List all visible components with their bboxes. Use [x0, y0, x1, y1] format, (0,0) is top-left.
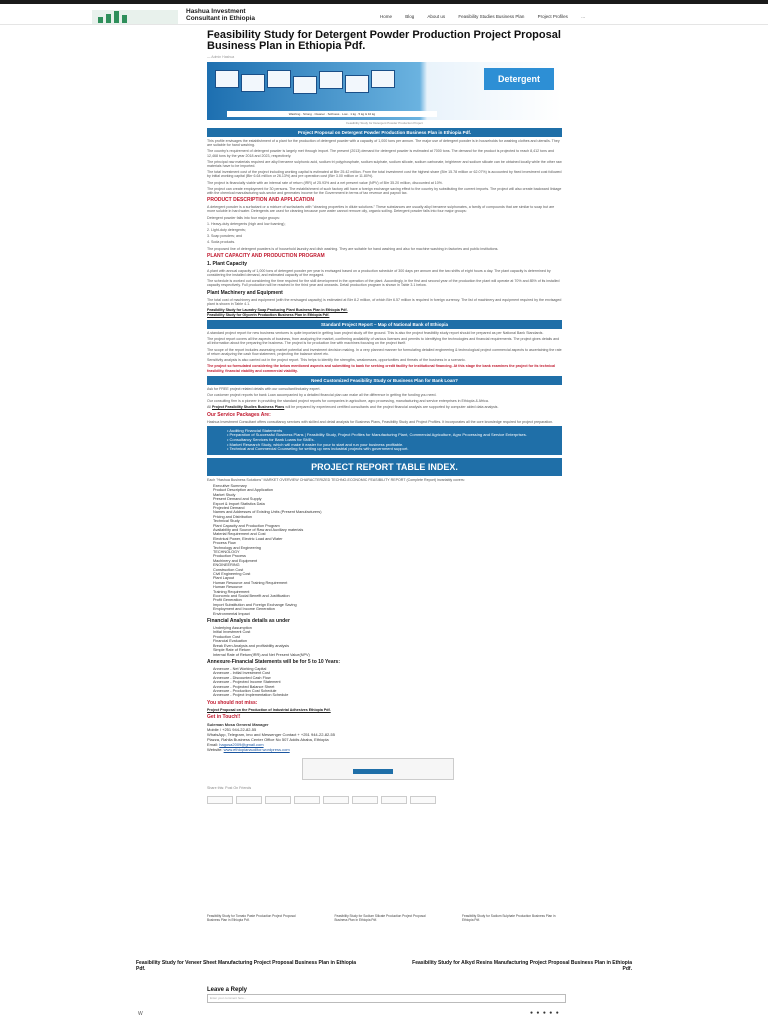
standard-para: The project report covers all the aspects of business, from analyzing the market, confirming availability of various licenses and permits to identifying the technologies and financial requirements. The project gives details and all information about the preparing the business. The project is for production line with machines focusing on the project itself.	[207, 337, 560, 346]
financial-list	[207, 626, 562, 657]
financial-item: Internal Rate of Return(IRR) and Net Present Value(NPV)	[213, 652, 310, 657]
index-item: TECHNOLOGY	[213, 549, 240, 554]
wordpress-icon[interactable]: W	[138, 1011, 143, 1017]
miss-link[interactable]: Project Proposal on the Production of Industrial Adhesives Ethiopia Pdf.	[207, 707, 331, 712]
post-title: Feasibility Study for Detergent Powder Production Project Proposal Business Plan in Ethiopia Pdf.	[207, 29, 561, 52]
index-item: Pricing and Distribution	[213, 514, 253, 519]
section-machinery: Plant Machinery and Equipment	[207, 289, 283, 296]
financial-item: Initial Investment Cost	[213, 630, 251, 635]
footer-social-icons	[530, 1010, 560, 1016]
section-services: Our Service Packages Are:	[207, 411, 271, 418]
related-link-glycerin[interactable]: Feasibility Study for Glycerin Production Business Plan in Ethiopia Pdf.	[207, 313, 330, 318]
hero-strip: Washing · Strong · Cleaner · Softness · Low · 1 kg · 5 kg & 10 kg	[227, 111, 437, 117]
hero-caption: Feasibility Study for Detergent Powder Production Project	[346, 121, 423, 125]
index-item: Technical Study	[213, 519, 240, 524]
machinery-para: The total cost of machinery and equipment (with the envisaged capacity) is estimated at Birr 8.2 million, of which Birr 6.57 million is required in foreign currency. The list of machinery and equipment required by the envisaged plant is shown in Table 4.1.	[207, 297, 562, 306]
intro-para: The project can create employment for 30 persons. The establishment of such factory will have a foreign exchange saving effect to the country by substituting the current imports. The project will also create backward linkage with the chemical manufacturing sub-sector and generates income for the Government in terms of tax revenue and payroll tax.	[207, 186, 562, 196]
index-item: Projected Demand	[213, 505, 245, 510]
share-whatsapp-button[interactable]	[323, 796, 349, 804]
intro-para: The principal raw materials required are alkyl benzene sulphonic acid, sodium tri polyphosphate, sodium sulphate, sodium silicate, sodium carbonate, brightener and sodium silicate can be obtained locally while the other raw materials have to be imported.	[207, 159, 562, 169]
site-header	[0, 4, 768, 25]
share-label: Share this: Post On Friends	[207, 785, 252, 790]
index-list	[207, 484, 562, 616]
hero-image	[207, 62, 562, 120]
twitter-icon[interactable]: ●	[536, 1010, 541, 1016]
post-byline[interactable]: — Admin Hashua	[207, 55, 235, 59]
article	[207, 30, 562, 804]
subscribe-box	[302, 758, 454, 780]
product-list-item: 3. Soap powders; and	[207, 234, 242, 239]
service-item: • Technical and Commercial Counseling for setting up new industrial projects with government support.	[227, 447, 542, 452]
contact-name: Suleman Mosa General Manager	[207, 721, 269, 727]
index-item: Names and Addresses of Existing Units (Present Manufacturers)	[213, 510, 322, 515]
index-item: Plant Capacity and Production Program	[213, 523, 280, 528]
banner-table-index: PROJECT REPORT TABLE INDEX.	[207, 458, 562, 476]
standard-para: The scope of the report includes assessing market potential and investment decision making. In a very planned manner for formulating detailed engineering & technological project commercial aspects to ascertaining the rate of return analyzing the cash flow statement, projecting the balance sheet etc.	[207, 347, 562, 356]
youtube-icon[interactable]: ●	[555, 1010, 560, 1016]
share-print-button[interactable]	[381, 796, 407, 804]
instagram-icon[interactable]: ●	[542, 1010, 547, 1016]
index-item: Import Substitution and Foreign Exchange Saving	[213, 602, 297, 607]
index-item: Export & Import Statistics Data	[213, 501, 265, 506]
get-in-touch: Get in Touch!!	[207, 713, 241, 720]
nav-more[interactable]: ...	[581, 14, 585, 19]
contact-email-row: Email: hagosa2009@gmail.com	[207, 741, 264, 747]
index-item: Employment and Income Generation	[213, 607, 275, 612]
index-item: Process Flow	[213, 541, 236, 546]
share-linkedin-button[interactable]	[265, 796, 291, 804]
sub-capacity: 1. Plant Capacity	[207, 260, 248, 267]
annexure-item: Annexure - Net Working Capital	[213, 666, 267, 671]
customized-para: Our consulting firm is a pioneer in providing the standard project reports for companies in agriculture, agro processing, manufacturing and service enterprises in Ethiopia & Africa.	[207, 399, 489, 404]
financial-item: Simple Rate of Return	[213, 648, 251, 653]
nav-blog[interactable]: Blog	[405, 14, 415, 19]
annexure-list	[207, 667, 562, 698]
facebook-icon[interactable]: ●	[530, 1010, 535, 1016]
share-facebook-button[interactable]	[207, 796, 233, 804]
index-item: Present Demand and Supply	[213, 497, 262, 502]
production-para: The schedule is worked out considering the time required for the skill development in the operation of the plant. Accordingly, in the first and second year of the production the plant will operate at 70% and 85% of its installed capacity respectively. Full production will be reached in the third year and onwards. Detail production program is shown in Table 3.1 below.	[207, 279, 560, 288]
banner-customized: Need Customized Feasibility Study or Business Plan for Bank Loan?	[207, 376, 562, 385]
index-item: Civil Engineering Cost	[213, 572, 251, 577]
customized-para: Ask for FREE project related details with our consultant/industry expert.	[207, 386, 321, 391]
share-telegram-button[interactable]	[236, 796, 262, 804]
comment-input[interactable]: Enter your comment here...	[207, 994, 566, 1003]
index-item: Electrical Power, Electric Load and Water	[213, 536, 283, 541]
site-title[interactable]: Hashua Investment Consultant in Ethiopia	[186, 8, 255, 22]
intro-para: The project is financially viable with an internal rate of return (IRR) of 25.93% and a net present value (NPV) of Birr 35.20 million, discounted at 10%.	[207, 180, 443, 185]
related-post[interactable]: Feasibility Study for Tomato Paste Production Project Proposal Business Plan in Ethiopia Pdf.	[207, 914, 296, 922]
index-item: Executive Summary	[213, 483, 247, 488]
hero-brand: Detergent	[484, 68, 554, 90]
services-box	[207, 426, 562, 455]
index-intro: Each "Hashua Business Solutions" MARKET OVERVIEW CHARACTERIZED TECHNO-ECONOMIC FEASIBILITY REPORT (Complete Report) invariably covers:	[207, 477, 465, 482]
index-item: Machinery and Equipment	[213, 558, 258, 563]
nav-project-profiles[interactable]: Project Profiles	[537, 14, 568, 19]
nav-feasibility[interactable]: Feasibility Studies Business Plan	[458, 14, 525, 19]
annexure-item: Annexure - Projected Balance Sheet	[213, 684, 275, 689]
index-item: Technology and Engineering	[213, 545, 261, 550]
index-item: Plant Layout	[213, 576, 235, 581]
site-logo[interactable]	[92, 10, 178, 24]
product-para: A detergent powder is a surfactant or a mixture of surfactants with "cleaning properties in dilute solutions." These substances are usually alkyl benzene sulphonates, a family of compounds that are similar to soap but are more soluble in hard water. Detergents are used for cleaning because pure water cannot remove oily, organic soiling. Detergent powder falls into four major groups:	[207, 205, 555, 214]
related-link-laundry[interactable]: Feasibility Study for Laundry Soap Producing Plant Business Plan in Ethiopia Pdf.	[207, 308, 348, 313]
next-post-link[interactable]: Feasibility Study for Alkyd Resins Manufacturing Project Proposal Business Plan in Ethiopia Pdf.	[412, 960, 632, 972]
index-item: Product Description and Application	[213, 488, 273, 493]
index-item: Training Requirement	[213, 589, 250, 594]
annexure-item: Annexure - Project Implementation Schedule	[213, 693, 289, 698]
annexure-item: Annexure - Projected Income Statement	[213, 680, 281, 685]
services-intro: Hashua Investment Consultant offers consultancy services with skilled and detail analysis for Business Plans, Feasibility Study and Project Profiles. It incorporates all the core knowledge required for project preparation.	[207, 419, 554, 424]
previous-post-link[interactable]: Feasibility Study for Veneer Sheet Manufacturing Project Proposal Business Plan in Ethiopia Pdf.	[136, 960, 357, 972]
contact-email-link[interactable]: hagosa2009@gmail.com	[219, 741, 264, 747]
share-twitter-button[interactable]	[294, 796, 320, 804]
index-item: Production Process	[213, 554, 246, 559]
annexure-item: Annexure - Production Cost Schedule	[213, 688, 277, 693]
contact-mobile: Mobile / +251 944-22-82-55	[207, 726, 257, 732]
contact-web-row: Website: www.ethiopianauditor.wordpress.com	[207, 746, 290, 752]
intro-para: The country's requirement of detergent powder is largely met through import. The present (2013) demand for detergent powder is estimated at 7000 tons. The demand for the product is projected to reach 8,412 tons and 12,468 tons by the year 2018 and 2023, respectively.	[207, 149, 554, 158]
index-item: Human Resource	[213, 585, 243, 590]
index-item: Environmental Impact	[213, 611, 250, 616]
index-item: Construction Cost	[213, 567, 244, 572]
banner-proposal: Project Proposal on Detergent Powder Production Business Plan in Ethiopia Pdf.	[207, 128, 562, 137]
studies-link[interactable]: Project Feasibility Studies Business Plans	[212, 405, 285, 410]
financial-item: Underlying Assumption	[213, 626, 252, 631]
linkedin-icon[interactable]: ●	[549, 1010, 554, 1016]
intro-para: The total investment cost of the project including working capital is estimated at Birr 25.42 million. From the total investment cost the highest share (Birr 15.78 million or 62.07%) is accounted by fixed investment cost followed by initial working capital (Birr 6.64 million or 26.13%) and pre operation cost (Birr 3.00 million or 11.80%).	[207, 170, 562, 179]
product-list-item: 4. Soda products.	[207, 240, 236, 245]
financial-item: Production Cost	[213, 634, 241, 639]
contact-address: Piazza, Rahila Business Center Office No 507 Addis Ababa, Ethiopia	[207, 736, 329, 742]
product-tail: The proposed line of detergent powders is of household laundry and dish washing. They are suitable for hand washing and also for machine washing in factories and public institutions.	[207, 246, 499, 251]
service-item: • Consultancy Services for Bank Loans for SMEs.	[227, 438, 542, 443]
studies-note: All Project Feasibility Studies Business Plans will be prepared by experienced certified consultants and the project financial analysis are supported by computer aided data analysis.	[207, 405, 499, 410]
product-list-item: 2. Light-duty detergents;	[207, 228, 246, 233]
financial-item: Break Even Analysis and profitability analysis	[213, 643, 289, 648]
index-item: Economic and Social Benefit and Justification	[213, 594, 290, 599]
index-item: ENGINEERING	[213, 563, 240, 568]
share-more-button[interactable]	[410, 796, 436, 804]
nav-about[interactable]: About us	[427, 14, 446, 19]
section-capacity: PLANT CAPACITY AND PRODUCTION PROGRAM	[207, 252, 325, 259]
nav-home[interactable]: Home	[380, 14, 393, 19]
main-nav	[380, 14, 597, 19]
index-item: Profit Generation	[213, 598, 242, 603]
index-item: Material Requirement and Cost	[213, 532, 266, 537]
product-para: Detergent powder falls into four major groups:	[207, 215, 280, 220]
banner-standard-report: Standard Project Report – Map of National Bank of Ethiopia	[207, 320, 562, 329]
share-buttons	[207, 796, 562, 804]
share-email-button[interactable]	[352, 796, 378, 804]
financial-heading: Financial Analysis details as under	[207, 618, 290, 625]
contact-web-link[interactable]: www.ethiopianauditor.wordpress.com	[223, 746, 290, 752]
service-item: • Market Research Study, which will make it easier for your to start and run your business profitable.	[227, 443, 542, 448]
annexure-heading: Annexure-Financial Statements will be for 5 to 10 Years:	[207, 658, 341, 665]
reply-heading: Leave a Reply	[207, 987, 248, 993]
customized-para: Our customer project reports for bank Loan accompanied by a detailed financial plan can make all the difference in getting the funding you need.	[207, 392, 437, 397]
section-product: PRODUCT DESCRIPTION AND APPLICATION	[207, 197, 315, 204]
related-posts	[207, 914, 562, 934]
index-item: Availability and Source of Raw and Auxiliary materials	[213, 527, 304, 532]
related-post[interactable]: Feasibility Study for Sodium Silicate Production Project Proposal Business Plan in Ethiopia Pdf.	[334, 914, 426, 922]
annexure-item: Annexure - Initial Investment Cost	[213, 671, 270, 676]
annexure-item: Annexure - Discounted Cash Flow	[213, 675, 271, 680]
index-item: Market Study	[213, 492, 236, 497]
standard-para: A standard project report for new business ventures is quite important in getting loan project study off the ground. This is also the project feasibility study report should be prepared as per National Bank Standards.	[207, 331, 544, 336]
should-not-miss: You should not miss:	[207, 699, 258, 706]
financial-item: Financial Evaluation	[213, 639, 247, 644]
contact-block	[207, 722, 562, 752]
standard-para: Sensitivity analysis is also carried out in the project report. This helps to identify the strengths, weaknesses, opportunities and threats of the business in a scenario.	[207, 358, 466, 363]
subscribe-button[interactable]	[353, 769, 393, 774]
service-item: • Preparation of Successful Business Plans | Feasibility Study, Project Profiles for Manufacturing Plant, Commercial Agriculture, Agro Processing and Service Enterprises.	[227, 433, 542, 438]
related-post[interactable]: Feasibility Study for Sodium Sulphate Production Business Plan in Ethiopia Pdf.	[462, 914, 556, 922]
contact-whatsapp: WhatsApp, Telegram, imo and Messenger Contact + +251 944-22-82-55	[207, 731, 335, 737]
intro-para: This profile envisages the establishment of a plant for the production of detergent powder with a capacity of 1,000 tons per annum. The major use of detergent powder is in households for washing clothes and utensils. They are suitable for hand washing.	[207, 139, 560, 148]
product-list-item: 1. Heavy-duty detergents (high and low foaming);	[207, 221, 286, 226]
bank-note: The project so formulated considering the below mentioned aspects and submitting to bank for seeking credit facility for institutional financing. At this stage the bank examines the project for its technical feasibility, financial viability and commercial viability.	[207, 364, 556, 373]
index-item: Human Resource and Training Requirement	[213, 580, 288, 585]
service-item: • Auditing Financial Statements	[227, 429, 542, 434]
capacity-para: A plant with annual capacity of 1,000 tons of detergent powder per year is envisaged based on a production schedule of 300 days per annum and the two shifts of eight hours a day. The plant capacity is determined by considering the installed demand, and estimated capacity of the engaged.	[207, 268, 551, 278]
